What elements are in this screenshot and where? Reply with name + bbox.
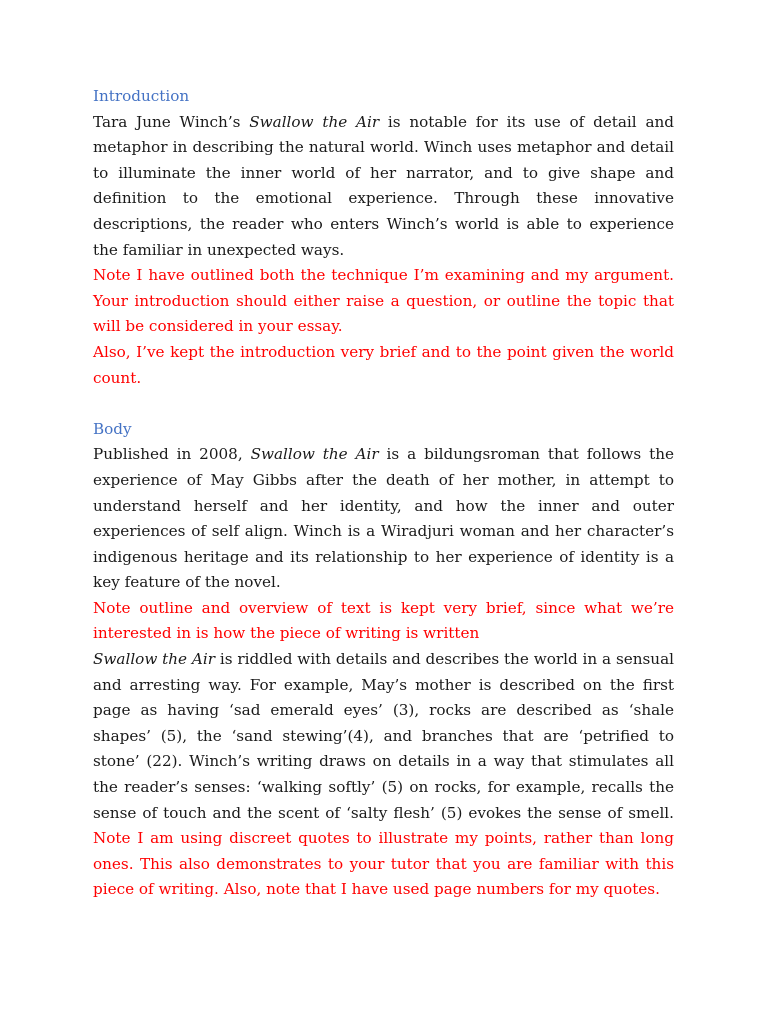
intro-text-a: Tara June Winch’s [93, 112, 250, 131]
introduction-heading: Introduction [93, 87, 190, 105]
introduction-paragraph [93, 110, 674, 264]
book-title: Swallow the Air [249, 112, 380, 131]
body-note-overview: Note outline and overview of text is kept very brief, since what we’re interested in is how the piece of writing is written [93, 598, 674, 643]
book-title: Swallow the Air [93, 650, 215, 669]
body-note-quotes: Note I am using discreet quotes to illustrate my points, rather than long ones. This also demonstrates to your tutor that you are familiar with this piece of writing. Also, note that I have used page numbers for my quotes. [93, 829, 674, 899]
body-details-text: is riddled with details and describes the world in a sensual and arresting way. For example, May’s mother is described on the first page as having ‘sad emerald eyes’ (3), rocks are described as ‘shale shapes’ (5), the ‘sand stewing’(4), and branches that are ‘petrified to stone’ (22). Winch’s writing draws on details in a way that stimulates all the reader’s senses: ‘walking softly’ (5) on rocks, for example, recalls the sense of touch and the scent of ‘salty flesh’ (5) evokes the sense of smell. [93, 650, 675, 822]
body-paragraph-details [93, 647, 674, 903]
body-text-b: is a bildungsroman that follows the experience of May Gibbs after the death of her mother, in attempt to understand herself and her identity, and how the inner and outer experiences of self align. Winch is a Wiradjuri woman and her character’s indigenous heritage and its relationship to her experience of identity is a key feature of the novel. [93, 445, 674, 592]
book-title: Swallow the Air [250, 445, 379, 464]
intro-note-brief: Also, I’ve kept the introduction very brief and to the point given the world count. [93, 342, 674, 387]
body-paragraph-overview [93, 442, 674, 596]
body-heading: Body [93, 419, 132, 438]
intro-note-technique: Note I have outlined both the technique I’m examining and my argument. Your introduction should either raise a question, or outline the topic that will be considered in your essay. [93, 266, 674, 336]
body-text-a: Published in 2008, [93, 445, 251, 464]
document-page [93, 84, 674, 903]
intro-text-b: is notable for its use of detail and metaphor in describing the natural world. Winch uses metaphor and detail to illuminate the inner world of her narrator, and to give shape and definition to the emotional experience. Through these innovative descriptions, the reader who enters Winch’s world is able to experience the familiar in unexpected ways. [93, 112, 675, 259]
section-spacer [93, 391, 674, 417]
